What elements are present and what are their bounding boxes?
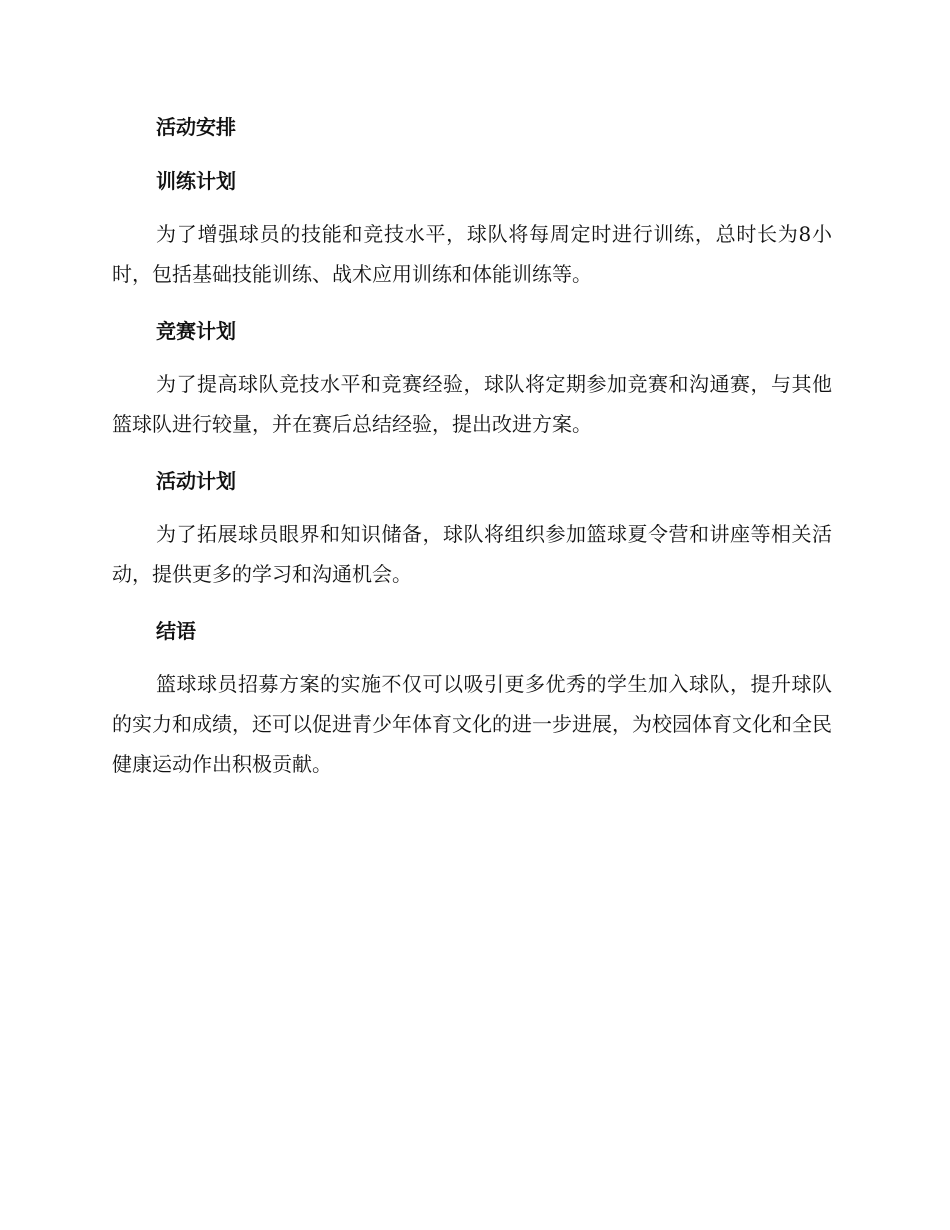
paragraph-events: 为了拓展球员眼界和知识储备，球队将组织参加篮球夏令营和讲座等相关活动，提供更多的学习和沟通机会。 xyxy=(112,522,832,586)
section-heading-training: 训练计划 xyxy=(156,169,236,193)
document-body xyxy=(112,110,832,784)
section-heading-activities: 活动安排 xyxy=(156,115,236,139)
section-heading-events: 活动计划 xyxy=(156,469,236,493)
section-heading-competition: 竞赛计划 xyxy=(156,319,236,343)
paragraph-training: 为了增强球员的技能和竞技水平，球队将每周定时进行训练，总时长为8小时，包括基础技能训练、战术应用训练和体能训练等。 xyxy=(112,222,832,286)
paragraph-competition: 为了提高球队竞技水平和竞赛经验，球队将定期参加竞赛和沟通赛，与其他篮球队进行较量，并在赛后总结经验，提出改进方案。 xyxy=(112,372,832,436)
section-heading-conclusion: 结语 xyxy=(156,619,196,643)
paragraph-conclusion: 篮球球员招募方案的实施不仅可以吸引更多优秀的学生加入球队，提升球队的实力和成绩，还可以促进青少年体育文化的进一步进展，为校园体育文化和全民健康运动作出积极贡献。 xyxy=(112,672,832,776)
